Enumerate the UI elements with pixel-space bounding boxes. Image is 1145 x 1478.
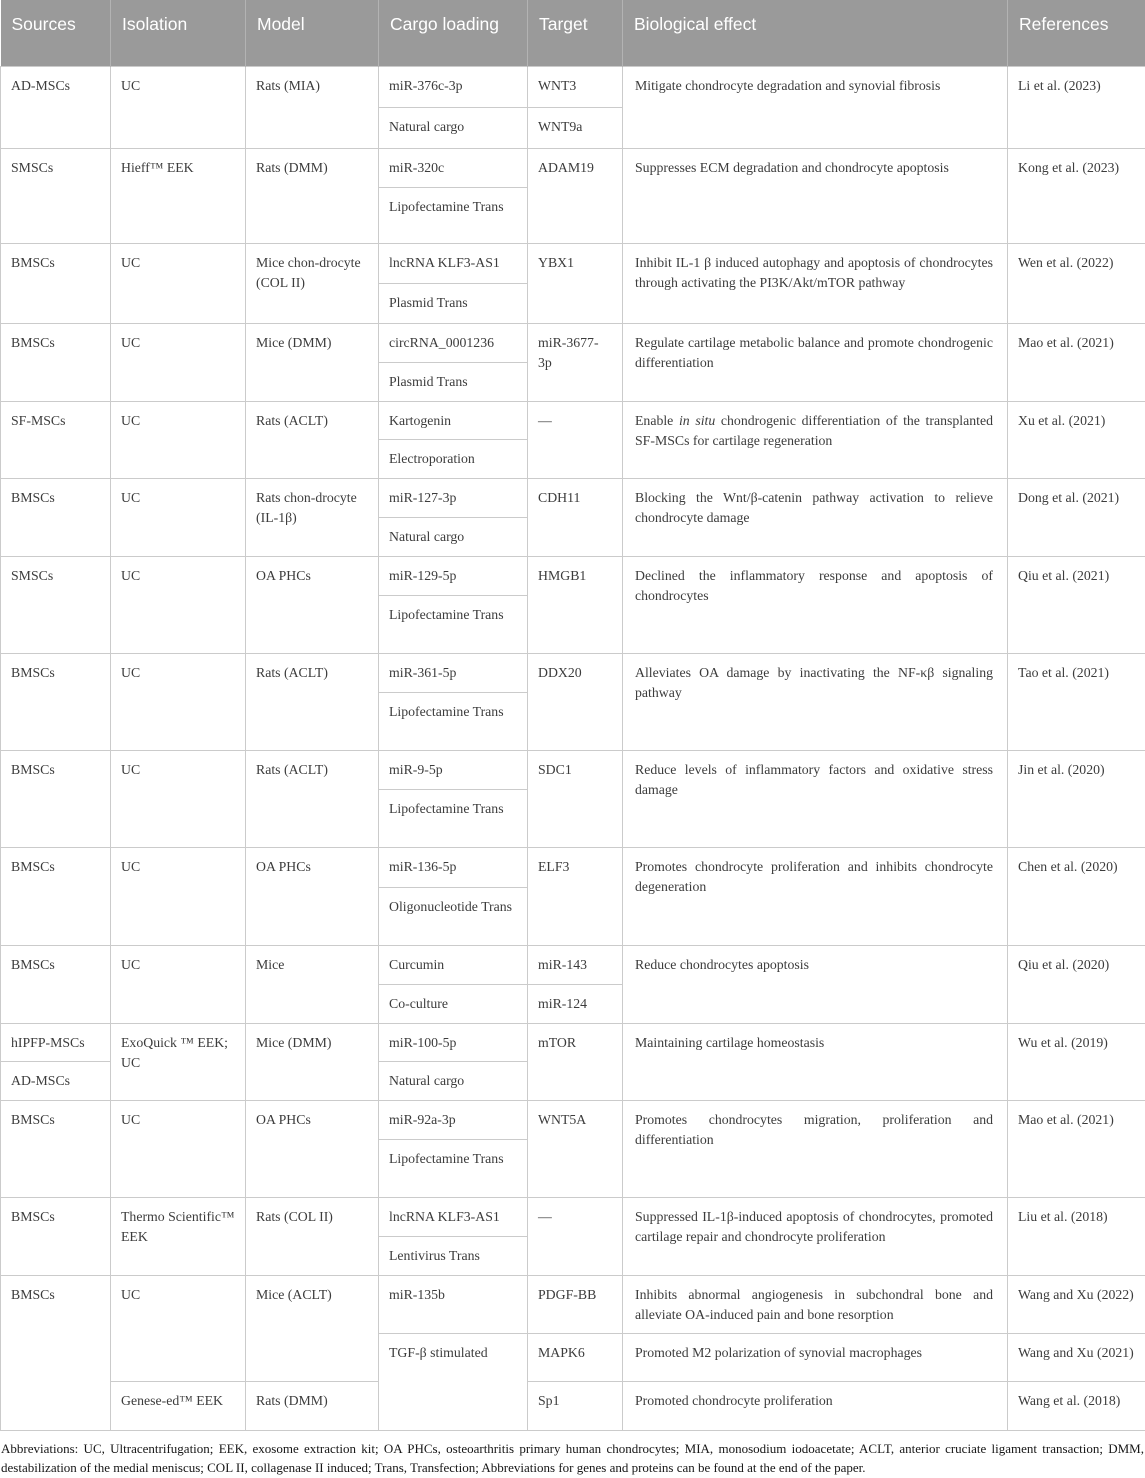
- cell-cargo-loading: lncRNA KLF3-AS1: [379, 1197, 528, 1236]
- cell-sources: BMSCs: [1, 1197, 111, 1275]
- cell-isolation: UC: [111, 847, 246, 945]
- cell-isolation: ExoQuick ™ EEK; UC: [111, 1023, 246, 1100]
- cell-biological-effect: Promoted M2 polarization of synovial macrophages: [623, 1333, 1008, 1381]
- column-header-biological-effect: Biological effect: [623, 0, 1008, 66]
- cell-target: miR-124: [528, 984, 623, 1023]
- cell-isolation: UC: [111, 1100, 246, 1197]
- cell-target: mTOR: [528, 1023, 623, 1100]
- cell-references: Wang et al. (2018): [1008, 1381, 1145, 1430]
- cell-cargo-loading: miR-9-5p: [379, 750, 528, 789]
- header-row: [1, 0, 1145, 66]
- cell-sources: SMSCs: [1, 148, 111, 243]
- column-header-model: Model: [246, 0, 379, 66]
- table-row-group-start: [1, 847, 1145, 887]
- cell-cargo-loading: Lipofectamine Trans: [379, 187, 528, 243]
- cell-isolation: UC: [111, 401, 246, 478]
- cell-references: Xu et al. (2021): [1008, 401, 1145, 478]
- cell-cargo-loading: miR-127-3p: [379, 478, 528, 517]
- table-row-group-start: [1, 945, 1145, 984]
- cell-references: Li et al. (2023): [1008, 66, 1145, 148]
- table-row-group-start: [1, 653, 1145, 692]
- cell-target: HMGB1: [528, 556, 623, 653]
- cell-model: Rats chon-drocyte (IL-1β): [246, 478, 379, 556]
- cell-isolation: Thermo Scientific™ EEK: [111, 1197, 246, 1275]
- cell-biological-effect: Maintaining cartilage homeostasis: [623, 1023, 1008, 1100]
- table-row-group-start: [1, 1275, 1145, 1333]
- table-row-group-start: [1, 401, 1145, 439]
- cell-model: OA PHCs: [246, 556, 379, 653]
- cell-model: Mice (ACLT): [246, 1275, 379, 1381]
- cell-target: ADAM19: [528, 148, 623, 243]
- cell-cargo-loading: Plasmid Trans: [379, 362, 528, 401]
- cell-isolation: UC: [111, 478, 246, 556]
- cell-sources: SMSCs: [1, 556, 111, 653]
- cell-cargo-loading: miR-376c-3p: [379, 66, 528, 107]
- column-header-sources: Sources: [1, 0, 111, 66]
- table-row-group-start: [1, 323, 1145, 362]
- cell-sources: BMSCs: [1, 1275, 111, 1430]
- cell-target: Sp1: [528, 1381, 623, 1430]
- cell-target: PDGF-BB: [528, 1275, 623, 1333]
- table-row-group-start: [1, 1197, 1145, 1236]
- cell-cargo-loading: miR-136-5p: [379, 847, 528, 887]
- cell-cargo-loading: Lipofectamine Trans: [379, 595, 528, 653]
- cell-target: MAPK6: [528, 1333, 623, 1381]
- cell-target: CDH11: [528, 478, 623, 556]
- table-header: [1, 0, 1145, 66]
- cell-cargo-loading: Natural cargo: [379, 107, 528, 148]
- cell-biological-effect: Promotes chondrocyte proliferation and inhibits chondrocyte degeneration: [623, 847, 1008, 945]
- cell-model: Mice chon-drocyte (COL II): [246, 243, 379, 323]
- cell-model: Mice: [246, 945, 379, 1023]
- cell-cargo-loading: miR-320c: [379, 148, 528, 187]
- cell-references: Tao et al. (2021): [1008, 653, 1145, 750]
- cell-isolation: UC: [111, 750, 246, 847]
- table-sub-row: [1, 1381, 1145, 1430]
- cell-cargo-loading: TGF-β stimulated: [379, 1333, 528, 1430]
- cell-isolation: UC: [111, 243, 246, 323]
- cell-target: —: [528, 1197, 623, 1275]
- cell-cargo-loading: Kartogenin: [379, 401, 528, 439]
- cell-biological-effect: Alleviates OA damage by inactivating the NF-κβ signaling pathway: [623, 653, 1008, 750]
- cell-model: Rats (DMM): [246, 1381, 379, 1430]
- cell-model: OA PHCs: [246, 847, 379, 945]
- cell-cargo-loading: Co-culture: [379, 984, 528, 1023]
- cell-isolation: UC: [111, 556, 246, 653]
- cell-isolation: UC: [111, 653, 246, 750]
- cell-biological-effect: Regulate cartilage metabolic balance and promote chondrogenic differentiation: [623, 323, 1008, 401]
- cell-cargo-loading: Lipofectamine Trans: [379, 1139, 528, 1197]
- table-row-group-start: [1, 750, 1145, 789]
- cell-cargo-loading: Lipofectamine Trans: [379, 789, 528, 847]
- cell-cargo-loading: miR-92a-3p: [379, 1100, 528, 1139]
- table-row-group-start: [1, 1023, 1145, 1061]
- cell-biological-effect: Reduce levels of inflammatory factors and oxidative stress damage: [623, 750, 1008, 847]
- cell-model: Mice (DMM): [246, 1023, 379, 1100]
- table-row-group-start: [1, 66, 1145, 107]
- cell-cargo-loading: Natural cargo: [379, 517, 528, 556]
- cell-biological-effect: Inhibit IL-1 β induced autophagy and apoptosis of chondrocytes through activating the PI3K/Akt/mTOR pathway: [623, 243, 1008, 323]
- table-body: [1, 66, 1145, 1430]
- cell-cargo-loading: Lipofectamine Trans: [379, 692, 528, 750]
- table-row-group-start: [1, 556, 1145, 595]
- table-row-group-start: [1, 478, 1145, 517]
- table-row-group-start: [1, 1100, 1145, 1139]
- table-footnote: Abbreviations: UC, Ultracentrifugation; EEK, exosome extraction kit; OA PHCs, osteoarthritis primary human chondrocytes; MIA, monosodium iodoacetate; ACLT, anterior cruciate ligament transaction; DMM, destabilization of the medial meniscus; COL II, collagenase II induced; Trans, Transfection; Abbreviations for genes and proteins can be found at the end of the paper.: [1, 1440, 1144, 1475]
- cell-biological-effect: Promoted chondrocyte proliferation: [623, 1381, 1008, 1430]
- cell-references: Qiu et al. (2020): [1008, 945, 1145, 1023]
- cell-sources: AD-MSCs: [1, 66, 111, 148]
- cell-model: Mice (DMM): [246, 323, 379, 401]
- cell-model: Rats (DMM): [246, 148, 379, 243]
- cell-cargo-loading: Electroporation: [379, 439, 528, 478]
- cell-isolation: UC: [111, 1275, 246, 1381]
- cell-cargo-loading: Natural cargo: [379, 1061, 528, 1100]
- cell-target: DDX20: [528, 653, 623, 750]
- cell-sources: BMSCs: [1, 323, 111, 401]
- cell-cargo-loading: Lentivirus Trans: [379, 1236, 528, 1275]
- cell-model: Rats (ACLT): [246, 401, 379, 478]
- cell-references: Liu et al. (2018): [1008, 1197, 1145, 1275]
- cell-isolation: UC: [111, 945, 246, 1023]
- cell-target: ELF3: [528, 847, 623, 945]
- cell-model: Rats (COL II): [246, 1197, 379, 1275]
- cell-references: Wang and Xu (2021): [1008, 1333, 1145, 1381]
- cell-biological-effect: Blocking the Wnt/β-catenin pathway activation to relieve chondrocyte damage: [623, 478, 1008, 556]
- cell-model: OA PHCs: [246, 1100, 379, 1197]
- cell-biological-effect: Inhibits abnormal angiogenesis in subchondral bone and alleviate OA-induced pain and bone resorption: [623, 1275, 1008, 1333]
- cell-biological-effect: Mitigate chondrocyte degradation and synovial fibrosis: [623, 66, 1008, 148]
- cell-sources: BMSCs: [1, 945, 111, 1023]
- cell-cargo-loading: Plasmid Trans: [379, 283, 528, 323]
- cell-references: Qiu et al. (2021): [1008, 556, 1145, 653]
- cell-cargo-loading: circRNA_0001236: [379, 323, 528, 362]
- cell-biological-effect: Reduce chondrocytes apoptosis: [623, 945, 1008, 1023]
- column-header-target: Target: [528, 0, 623, 66]
- cell-biological-effect: Enable in situ chondrogenic differentiation of the transplanted SF-MSCs for cartilage regeneration: [623, 401, 1008, 478]
- cell-target: YBX1: [528, 243, 623, 323]
- column-header-isolation: Isolation: [111, 0, 246, 66]
- cell-model: Rats (MIA): [246, 66, 379, 148]
- cell-references: Jin et al. (2020): [1008, 750, 1145, 847]
- cell-model: Rats (ACLT): [246, 653, 379, 750]
- cell-cargo-loading: miR-361-5p: [379, 653, 528, 692]
- cell-sources: BMSCs: [1, 750, 111, 847]
- cell-sources: BMSCs: [1, 847, 111, 945]
- cell-cargo-loading: miR-135b: [379, 1275, 528, 1333]
- cell-cargo-loading: Oligonucleotide Trans: [379, 887, 528, 945]
- cell-target: WNT5A: [528, 1100, 623, 1197]
- cell-target: WNT3: [528, 66, 623, 107]
- cell-references: Chen et al. (2020): [1008, 847, 1145, 945]
- cell-target: miR-143: [528, 945, 623, 984]
- cell-references: Mao et al. (2021): [1008, 1100, 1145, 1197]
- cell-references: Kong et al. (2023): [1008, 148, 1145, 243]
- cell-biological-effect: Suppressed IL-1β-induced apoptosis of chondrocytes, promoted cartilage repair and chondrocyte proliferation: [623, 1197, 1008, 1275]
- cell-model: Rats (ACLT): [246, 750, 379, 847]
- cell-target: —: [528, 401, 623, 478]
- cell-references: Wu et al. (2019): [1008, 1023, 1145, 1100]
- cell-sources: hIPFP-MSCs: [1, 1023, 111, 1061]
- cell-sources: BMSCs: [1, 478, 111, 556]
- cell-sources: AD-MSCs: [1, 1061, 111, 1100]
- cell-isolation: UC: [111, 66, 246, 148]
- cell-isolation: Genese-ed™ EEK: [111, 1381, 246, 1430]
- cell-references: Dong et al. (2021): [1008, 478, 1145, 556]
- cell-cargo-loading: miR-129-5p: [379, 556, 528, 595]
- cell-sources: BMSCs: [1, 1100, 111, 1197]
- cell-biological-effect: Declined the inflammatory response and apoptosis of chondrocytes: [623, 556, 1008, 653]
- table-row-group-start: [1, 243, 1145, 283]
- cell-cargo-loading: miR-100-5p: [379, 1023, 528, 1061]
- cell-biological-effect: Promotes chondrocytes migration, proliferation and differentiation: [623, 1100, 1008, 1197]
- cell-target: miR-3677-3p: [528, 323, 623, 401]
- cell-references: Mao et al. (2021): [1008, 323, 1145, 401]
- cell-isolation: Hieff™ EEK: [111, 148, 246, 243]
- cell-biological-effect: Suppresses ECM degradation and chondrocyte apoptosis: [623, 148, 1008, 243]
- cell-references: Wen et al. (2022): [1008, 243, 1145, 323]
- cell-sources: BMSCs: [1, 653, 111, 750]
- cell-references: Wang and Xu (2022): [1008, 1275, 1145, 1333]
- cell-target: SDC1: [528, 750, 623, 847]
- table-row-group-start: [1, 148, 1145, 187]
- cell-sources: SF-MSCs: [1, 401, 111, 478]
- cell-cargo-loading: Curcumin: [379, 945, 528, 984]
- cell-isolation: UC: [111, 323, 246, 401]
- cell-cargo-loading: lncRNA KLF3-AS1: [379, 243, 528, 283]
- column-header-references: References: [1008, 0, 1145, 66]
- column-header-cargo-loading: Cargo loading: [379, 0, 528, 66]
- cell-sources: BMSCs: [1, 243, 111, 323]
- cell-target: WNT9a: [528, 107, 623, 148]
